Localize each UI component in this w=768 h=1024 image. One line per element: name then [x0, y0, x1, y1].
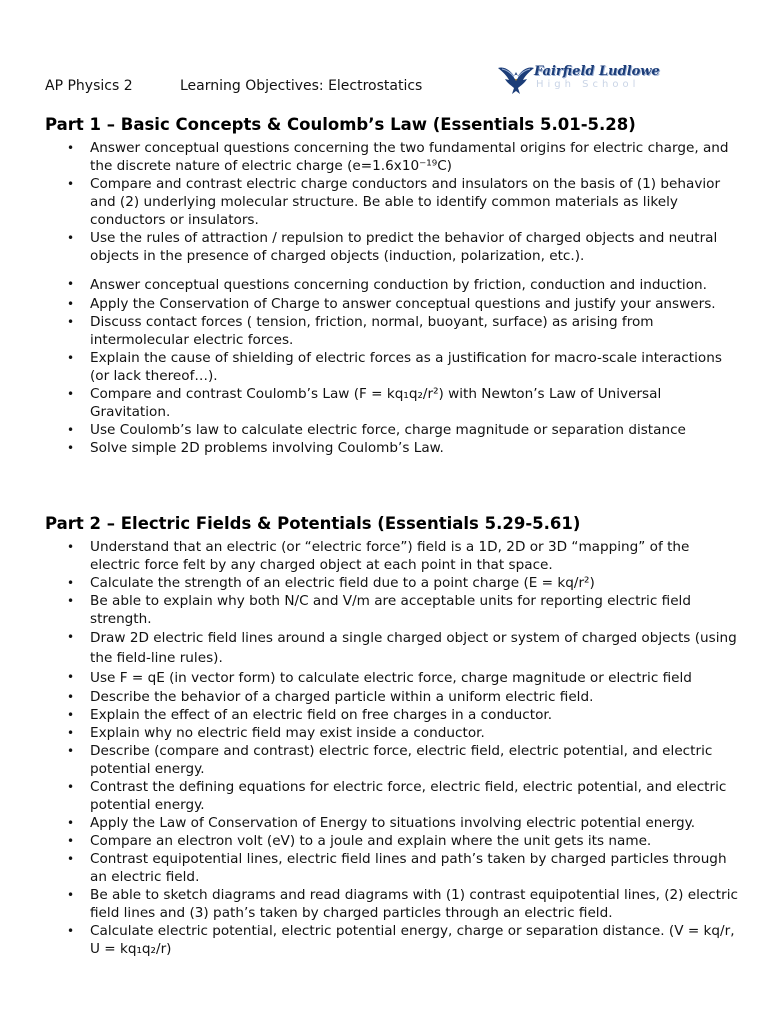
objective-item: • Draw 2D electric field lines around a single charged object or system of charged objects (using the field-line rules). — [67, 630, 737, 666]
bullet-icon: • — [67, 351, 75, 365]
objective-item: • Describe (compare and contrast) electric force, electric field, electric potential, and electric potential energy. — [67, 743, 713, 777]
objective-item: • Understand that an electric (or “electric force”) field is a 1D, 2D or 3D “mapping” of the electric force felt by any charged object at each point in that space. — [67, 539, 690, 573]
objective-item: • Use the rules of attraction / repulsion to predict the behavior of charged objects and neutral objects in the presence of charged objects (induction, polarization, etc.). — [67, 230, 718, 264]
objective-item: • Compare and contrast Coulomb’s Law (F = kq₁q₂/r²) with Newton’s Law of Universal Gravitation. — [67, 386, 662, 420]
course-name: AP Physics 2 — [45, 78, 133, 94]
objective-item: • Apply the Law of Conservation of Energy to situations involving electric potential energy. — [67, 815, 696, 831]
objective-item: • Compare an electron volt (eV) to a joule and explain where the unit gets its name. — [67, 833, 652, 849]
bullet-icon: • — [67, 231, 75, 245]
school-logo — [496, 64, 660, 98]
part-2-section — [45, 514, 738, 958]
bullet-icon: • — [67, 780, 75, 794]
bullet-icon: • — [67, 924, 75, 938]
school-subtitle: High School — [536, 79, 640, 90]
objective-item: • Calculate the strength of an electric field due to a point charge (E = kq/r²) — [67, 575, 595, 591]
objective-item: • Calculate electric potential, electric potential energy, charge or separation distance. (V = kq/r, U = kq₁q₂/r) — [67, 923, 735, 957]
bullet-icon: • — [67, 594, 75, 608]
bullet-icon: • — [67, 816, 75, 830]
part-1-heading: Part 1 – Basic Concepts & Coulomb’s Law (Essentials 5.01-5.28) — [45, 115, 636, 134]
bullet-icon: • — [67, 277, 75, 291]
objective-item: • Use Coulomb’s law to calculate electric force, charge magnitude or separation distance — [67, 422, 686, 438]
part-1-objectives — [45, 139, 738, 457]
part-2-heading: Part 2 – Electric Fields & Potentials (Essentials 5.29-5.61) — [45, 514, 581, 533]
objective-item: • Explain the cause of shielding of electric forces as a justification for macro-scale interactions (or lack thereof…). — [67, 350, 722, 384]
objective-item: • Explain the effect of an electric field on free charges in a conductor. — [67, 707, 553, 723]
document-title: Learning Objectives: Electrostatics — [180, 78, 423, 94]
bullet-icon: • — [67, 726, 75, 740]
bullet-icon: • — [67, 177, 75, 191]
objective-item: • Use F = qE (in vector form) to calculate electric force, charge magnitude or electric field — [67, 670, 692, 686]
bullet-icon: • — [67, 630, 75, 644]
objective-item: • Solve simple 2D problems involving Coulomb’s Law. — [67, 440, 444, 456]
objective-item: • Answer conceptual questions concerning the two fundamental origins for electric charge, and the discrete nature of electric charge (e=1.6x10⁻¹⁹C) — [67, 140, 729, 174]
objective-item: • Discuss contact forces ( tension, friction, normal, buoyant, surface) as arising from intermolecular electric forces. — [67, 314, 654, 348]
objective-item: • Answer conceptual questions concerning conduction by friction, conduction and induction. — [67, 277, 707, 293]
bullet-icon: • — [67, 141, 75, 155]
bullet-icon: • — [67, 297, 75, 311]
objective-item: • Apply the Conservation of Charge to answer conceptual questions and justify your answers. — [67, 296, 716, 312]
part-1-section — [45, 115, 738, 457]
bullet-icon: • — [67, 744, 75, 758]
objective-item: • Compare and contrast electric charge conductors and insulators on the basis of (1) behavior and (2) underlying molecular structure. Be able to identify common materials as likely conductors or insulators. — [67, 176, 721, 228]
school-name: Fairfield Ludlowe — [534, 64, 660, 79]
bullet-icon: • — [67, 888, 75, 902]
part-2-objectives — [45, 538, 738, 958]
bullet-icon: • — [67, 576, 75, 590]
objective-item: • Explain why no electric field may exist inside a conductor. — [67, 725, 485, 741]
objective-item: • Contrast equipotential lines, electric field lines and path’s taken by charged particles through an electric field. — [67, 851, 727, 885]
objective-item: • Contrast the defining equations for electric force, electric field, electric potential, and electric potential energy. — [67, 779, 727, 813]
bullet-icon: • — [67, 834, 75, 848]
bullet-icon: • — [67, 852, 75, 866]
bullet-icon: • — [67, 315, 75, 329]
bullet-icon: • — [67, 690, 75, 704]
objective-item: • Be able to sketch diagrams and read diagrams with (1) contrast equipotential lines, (2) electric field lines and (3) path’s taken by charged particles through an electric field. — [67, 887, 738, 921]
objective-item: • Describe the behavior of a charged particle within a uniform electric field. — [67, 689, 594, 705]
bullet-icon: • — [67, 540, 75, 554]
bullet-icon: • — [67, 387, 75, 401]
bullet-icon: • — [67, 670, 75, 684]
bullet-icon: • — [67, 708, 75, 722]
objective-item: • Be able to explain why both N/C and V/m are acceptable units for reporting electric field strength. — [67, 593, 691, 627]
eagle-icon — [496, 64, 536, 98]
bullet-icon: • — [67, 441, 75, 455]
bullet-icon: • — [67, 423, 75, 437]
